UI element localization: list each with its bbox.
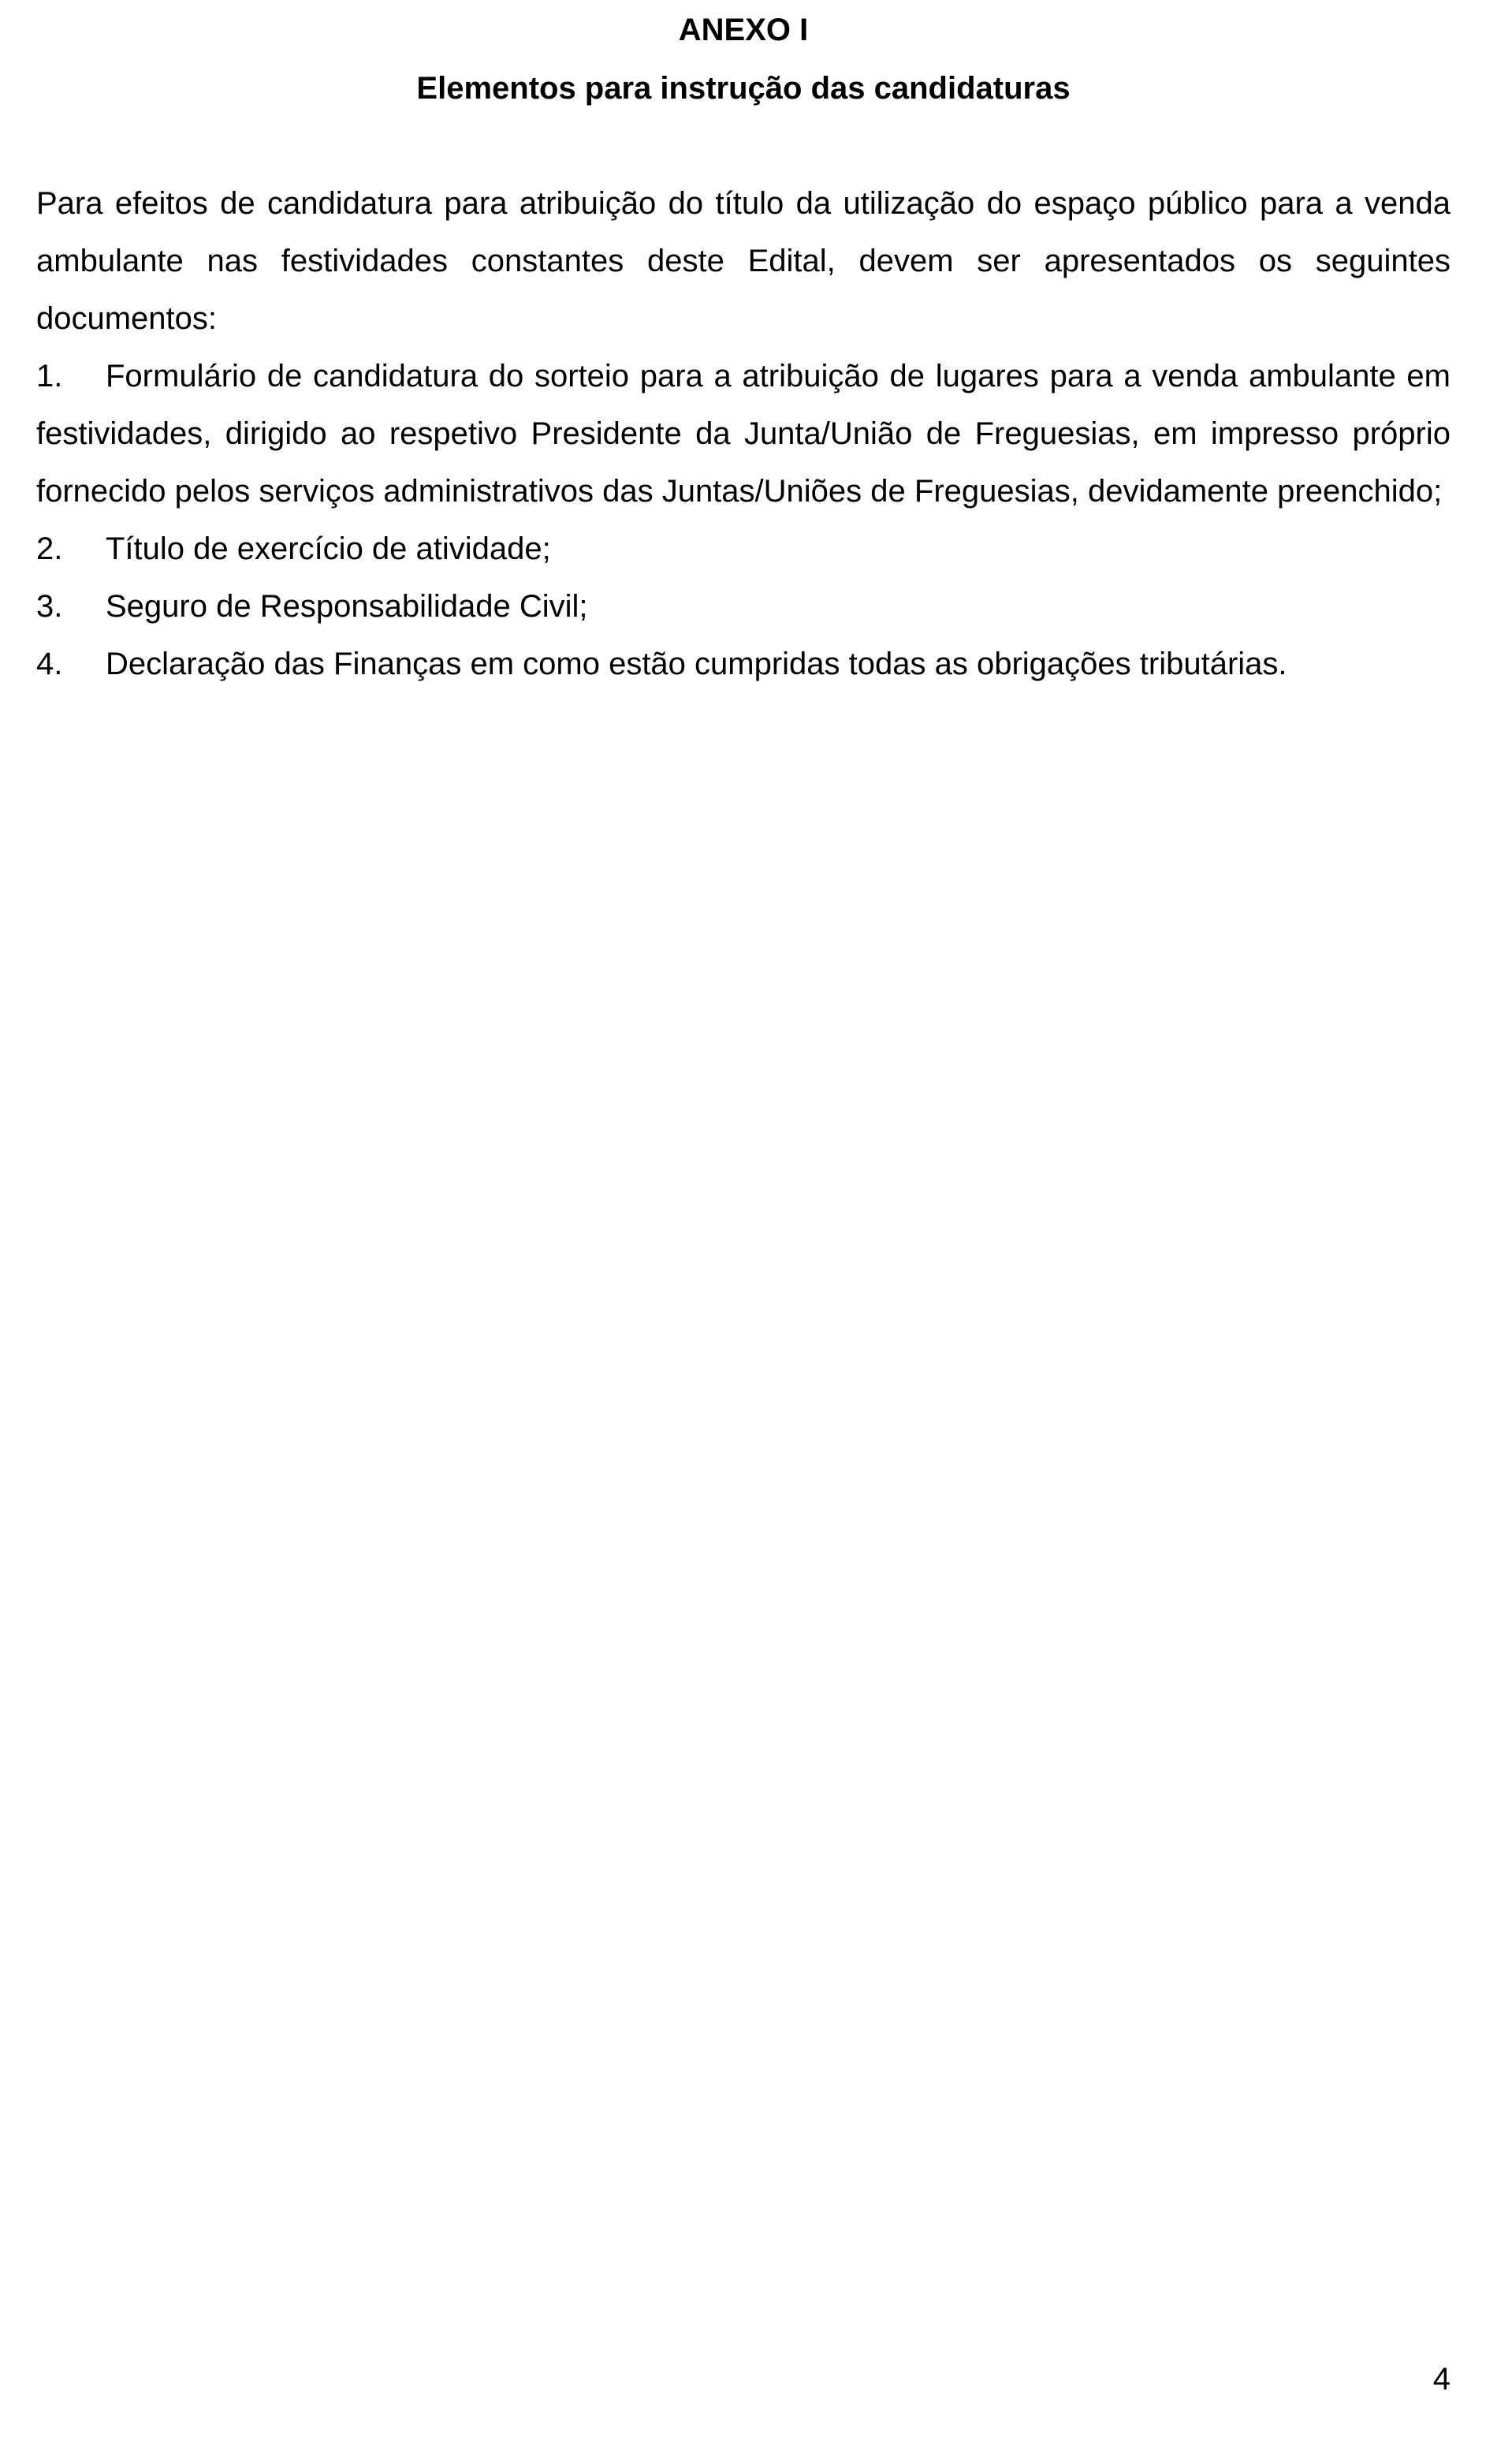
- list-item-text: Declaração das Finanças em como estão cumpridas todas as obrigações tributárias.: [106, 647, 1287, 681]
- list-item: [36, 520, 1451, 578]
- list-item: [36, 348, 1451, 520]
- required-documents-list: [36, 348, 1451, 693]
- page-number: 4: [1432, 2362, 1451, 2396]
- list-item-number: 1.: [36, 359, 63, 393]
- document-body: [36, 175, 1451, 693]
- list-item-text: Seguro de Responsabilidade Civil;: [106, 589, 588, 624]
- list-item-text: Título de exercício de atividade;: [106, 531, 551, 566]
- list-item-text: Formulário de candidatura do sorteio para a atribuição de lugares para a venda ambulante em festividades, dirigido ao respetivo Presidente da Junta/União de Freguesias, em impresso próprio fornecido pelos serviços administrativos das Juntas/Uniões de Freguesias, devidamente preenchido;: [36, 359, 1451, 509]
- annex-title: ANEXO I: [678, 13, 809, 47]
- list-item-number: 4.: [36, 647, 63, 681]
- list-item-number: 3.: [36, 589, 63, 624]
- document-page: [36, 0, 1451, 2439]
- intro-paragraph: Para efeitos de candidatura para atribuição do título da utilização do espaço público para a venda ambulante nas festividades constantes deste Edital, devem ser apresentados os seguintes documentos:: [36, 186, 1451, 336]
- list-item: [36, 636, 1451, 693]
- annex-subtitle: Elementos para instrução das candidaturas: [416, 71, 1071, 106]
- list-item-number: 2.: [36, 531, 63, 566]
- list-item: [36, 578, 1451, 636]
